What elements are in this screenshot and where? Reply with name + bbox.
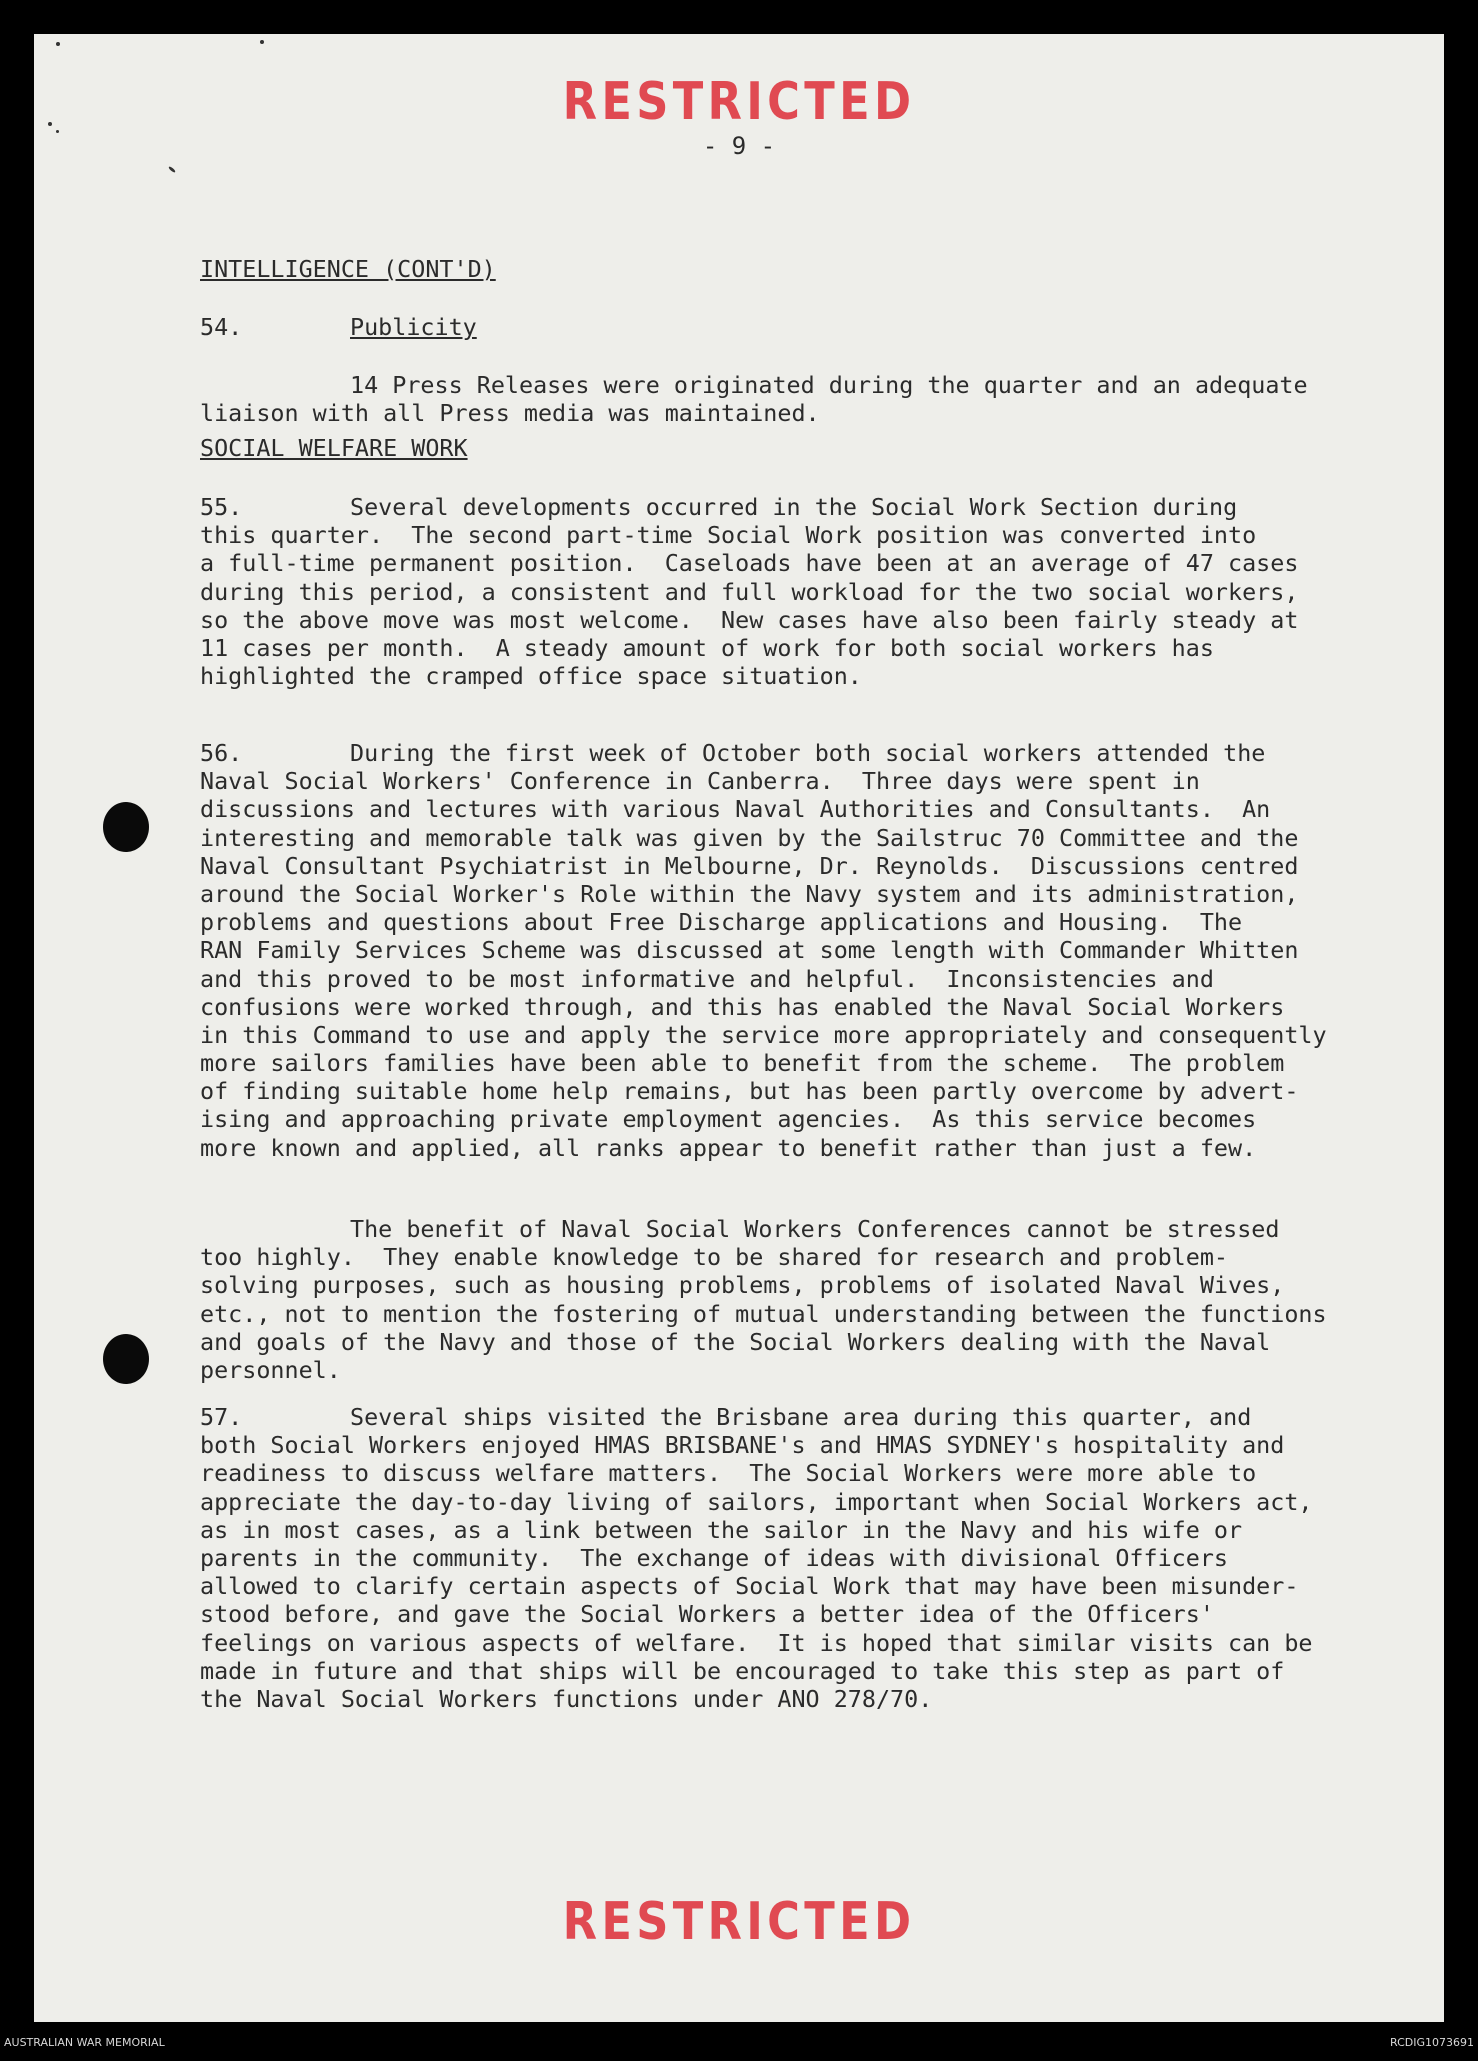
- restricted-stamp-bottom: RESTRICTED: [562, 1892, 916, 1952]
- text-line: of finding suitable home help remains, but has been partly overcome by advert-: [200, 1077, 1299, 1106]
- text-line: allowed to clarify certain aspects of Social Work that may have been misunder-: [200, 1572, 1299, 1601]
- paragraph-55: [200, 493, 1400, 690]
- text-line: so the above move was most welcome. New cases have also been fairly steady at: [200, 605, 1299, 634]
- text-line: more sailors families have been able to benefit from the scheme. The problem: [200, 1049, 1285, 1078]
- text-line: readiness to discuss welfare matters. The Social Workers were more able to: [200, 1459, 1257, 1488]
- section-heading-social-welfare: SOCIAL WELFARE WORK: [200, 434, 468, 462]
- text-line: Naval Social Workers' Conference in Canberra. Three days were spent in: [200, 767, 1200, 796]
- text-line: Naval Consultant Psychiatrist in Melbourne, Dr. Reynolds. Discussions centred: [200, 851, 1299, 880]
- text-line: 11 cases per month. A steady amount of work for both social workers has: [200, 633, 1214, 662]
- document-page: [34, 34, 1444, 2022]
- text-line: liaison with all Press media was maintained.: [200, 399, 820, 428]
- text-line: around the Social Worker's Role within the Navy system and its administration,: [200, 879, 1299, 908]
- text-line: during this period, a consistent and full workload for the two social workers,: [200, 577, 1299, 606]
- paper-speck: [260, 40, 264, 44]
- text-line: appreciate the day-to-day living of sailors, important when Social Workers act,: [200, 1487, 1313, 1516]
- text-line: Several developments occurred in the Social Work Section during: [350, 493, 1238, 521]
- paragraph-56: [200, 739, 1400, 1162]
- paragraph-number: 56.: [200, 739, 243, 767]
- punch-hole: [103, 1334, 149, 1384]
- text-line: and this proved to be most informative and helpful. Inconsistencies and: [200, 964, 1214, 993]
- paragraph-57: [200, 1403, 1400, 1713]
- text-line: too highly. They enable knowledge to be shared for research and problem-: [200, 1243, 1229, 1272]
- text-line: discussions and lectures with various Naval Authorities and Consultants. An: [200, 795, 1271, 824]
- text-line: The benefit of Naval Social Workers Conferences cannot be stressed: [350, 1215, 1280, 1243]
- punch-hole: [103, 802, 149, 852]
- text-line: as in most cases, as a link between the sailor in the Navy and his wife or: [200, 1515, 1243, 1544]
- text-line: feelings on various aspects of welfare. It is hoped that similar visits can be: [200, 1628, 1313, 1657]
- text-line: more known and applied, all ranks appear to benefit rather than just a few.: [200, 1133, 1257, 1162]
- text-line: During the first week of October both social workers attended the: [350, 739, 1266, 767]
- text-line: made in future and that ships will be encouraged to take this step as part of: [200, 1656, 1285, 1685]
- footer-record-id: RCDIG1073691: [1389, 2036, 1474, 2049]
- text-line: both Social Workers enjoyed HMAS BRISBANE's and HMAS SYDNEY's hospitality and: [200, 1431, 1285, 1460]
- paper-speck: [168, 166, 176, 173]
- paper-speck: [48, 122, 52, 126]
- section-intelligence: [200, 255, 1400, 283]
- text-line: etc., not to mention the fostering of mutual understanding between the functions: [200, 1299, 1327, 1328]
- text-line: ising and approaching private employment agencies. As this service becomes: [200, 1105, 1257, 1134]
- text-line: 14 Press Releases were originated during the quarter and an adequate: [350, 371, 1308, 399]
- text-line: solving purposes, such as housing problems, problems of isolated Naval Wives,: [200, 1271, 1285, 1300]
- paragraph-title-publicity: Publicity: [350, 313, 477, 341]
- text-line: confusions were worked through, and this has enabled the Naval Social Workers: [200, 992, 1285, 1021]
- paragraph-54-body: [200, 371, 1400, 427]
- paragraph-number: 57.: [200, 1403, 243, 1431]
- text-line: a full-time permanent position. Caseloads have been at an average of 47 cases: [200, 549, 1299, 578]
- text-line: highlighted the cramped office space situation.: [200, 662, 862, 691]
- paragraph-56-continued: [200, 1215, 1400, 1384]
- text-line: problems and questions about Free Discharge applications and Housing. The: [200, 908, 1243, 937]
- text-line: and goals of the Navy and those of the Social Workers dealing with the Naval: [200, 1327, 1271, 1356]
- text-line: stood before, and gave the Social Workers a better idea of the Officers': [200, 1600, 1214, 1629]
- text-line: parents in the community. The exchange of ideas with divisional Officers: [200, 1543, 1229, 1572]
- page-number: - 9 -: [702, 132, 776, 160]
- text-line: the Naval Social Workers functions under ANO 278/70.: [200, 1684, 933, 1713]
- paragraph-54: [200, 313, 1400, 341]
- paper-speck: [56, 42, 60, 46]
- paragraph-number: 55.: [200, 493, 243, 521]
- text-line: in this Command to use and apply the service more appropriately and consequently: [200, 1020, 1327, 1049]
- footer-archive-name: AUSTRALIAN WAR MEMORIAL: [4, 2036, 165, 2049]
- paragraph-number: 54.: [200, 313, 243, 341]
- restricted-stamp-top: RESTRICTED: [562, 72, 916, 132]
- text-line: personnel.: [200, 1355, 341, 1384]
- section-heading-intelligence: INTELLIGENCE (CONT'D): [200, 255, 496, 283]
- text-line: interesting and memorable talk was given by the Sailstruc 70 Committee and the: [200, 823, 1299, 852]
- text-line: RAN Family Services Scheme was discussed at some length with Commander Whitten: [200, 936, 1299, 965]
- text-line: this quarter. The second part-time Social Work position was converted into: [200, 521, 1257, 550]
- text-line: Several ships visited the Brisbane area during this quarter, and: [350, 1403, 1252, 1431]
- section-social-welfare: [200, 434, 1400, 462]
